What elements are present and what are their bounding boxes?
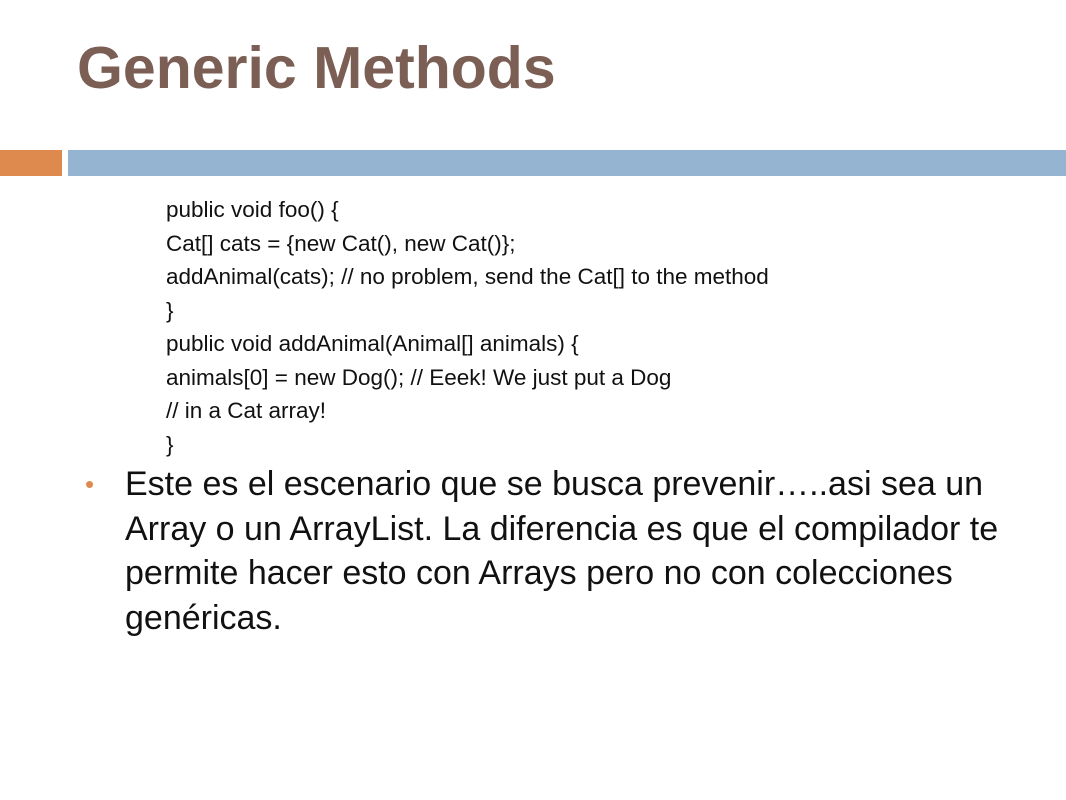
code-line: animals[0] = new Dog(); // Eeek! We just put a Dog	[166, 364, 672, 390]
code-line: public void addAnimal(Animal[] animals) {	[166, 331, 579, 356]
code-line: }	[166, 297, 174, 323]
bullet-item	[85, 462, 1025, 640]
code-line: Cat[] cats = {new Cat(), new Cat()};	[166, 230, 516, 256]
code-sample	[166, 193, 1046, 461]
code-line: // in a Cat array!	[166, 398, 327, 423]
slide-title: Generic Methods	[77, 35, 556, 101]
code-line: public void foo() {	[166, 197, 339, 222]
code-line: }	[166, 431, 174, 457]
title-divider-accent	[0, 150, 62, 176]
code-line: addAnimal(cats); // no problem, send the Cat[] to the method	[166, 264, 769, 289]
bullet-marker: •	[85, 469, 95, 499]
bullet-text: Este es el escenario que se busca prevenir…..asi sea un Array o un ArrayList. La diferencia es que el compilador te permite hacer esto con Arrays pero no con colecciones genéricas.	[125, 465, 999, 637]
title-divider-bar	[68, 150, 1066, 176]
